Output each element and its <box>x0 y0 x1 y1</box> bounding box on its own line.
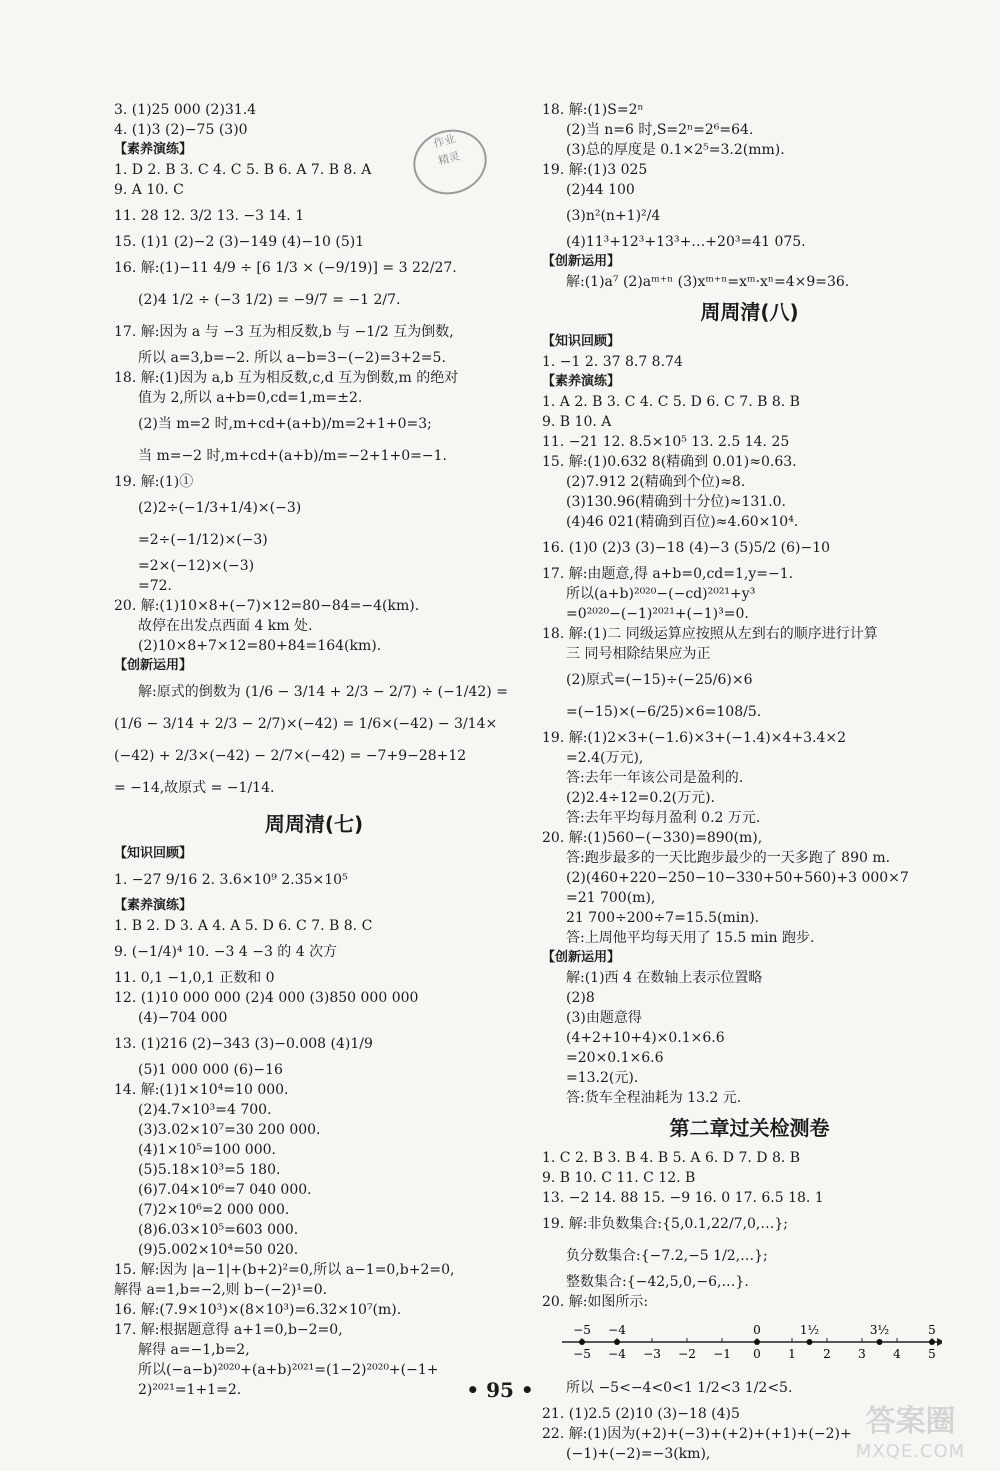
answer-line: 19. 解:(1)3 025 <box>542 162 648 178</box>
number-line-figure <box>542 1312 957 1372</box>
answer-line: 1. A 2. B 3. C 4. C 5. D 6. C 7. B 8. B <box>542 394 800 410</box>
answer-line: 9. (−1/4)⁴ 10. −3 4 −3 的 4 次方 <box>114 944 338 960</box>
number-line-tick-label: −1 <box>713 1347 731 1361</box>
answer-line: 17. 解:由题意,得 a+b=0,cd=1,y=−1. <box>542 566 794 582</box>
answer-line: 整数集合:{−42,5,0,−6,…}. <box>566 1274 749 1290</box>
number-line-tick-label: 1 <box>788 1347 796 1361</box>
section-label: 【素养演练】 <box>542 374 621 389</box>
answer-line: 三 同号相除结果应为正 <box>566 646 711 662</box>
arrow-icon <box>937 1338 942 1346</box>
answer-line: 19. 解:非负数集合:{5,0.1,22/7,0,…}; <box>542 1216 788 1232</box>
number-line-tick-label: −4 <box>608 1347 626 1361</box>
answer-line: 13. (1)216 (2)−343 (3)−0.008 (4)1/9 <box>114 1036 373 1052</box>
answer-line: 9. A 10. C <box>114 182 184 198</box>
answer-line: (7)2×10⁶=2 000 000. <box>138 1202 290 1218</box>
answer-line: 13. −2 14. 88 15. −9 16. 0 17. 6.5 18. 1 <box>542 1190 824 1206</box>
watermark-main: 答案圈 <box>865 1404 956 1439</box>
answer-line: (2)44 100 <box>566 182 635 198</box>
answer-line: 1. D 2. B 3. C 4. C 5. B 6. A 7. B 8. A <box>114 162 372 178</box>
answer-line: (−42) + 2/3×(−42) − 2/7×(−42) = −7+9−28+12 <box>114 748 467 764</box>
answer-line: 9. B 10. A <box>542 414 612 430</box>
answer-line: 18. 解:(1)因为 a,b 互为相反数,c,d 互为倒数,m 的绝对 <box>114 370 459 386</box>
answer-line: 1. −27 9/16 2. 3.6×10⁹ 2.35×10⁵ <box>114 872 348 888</box>
stamp-text-2: 精灵 <box>436 149 462 168</box>
number-line-point <box>754 1339 760 1345</box>
answer-line: 3. (1)25 000 (2)31.4 <box>114 102 257 118</box>
answer-line: (3)3.02×10⁷=30 200 000. <box>138 1122 321 1138</box>
answer-line: (2)4.7×10³=4 700. <box>138 1102 272 1118</box>
answer-line: 18. 解:(1)二 同级运算应按照从左到右的顺序进行计算 <box>542 626 878 642</box>
answer-line: (2)当 m=2 时,m+cd+(a+b)/m=2+1+0=3; <box>138 416 432 432</box>
page-number: • 95 • <box>466 1378 534 1402</box>
section-heading: 第二章过关检测卷 <box>669 1116 830 1140</box>
answer-line: 1. −1 2. 37 8.7 8.74 <box>542 354 683 370</box>
answer-line: (9)5.002×10⁴=50 020. <box>138 1242 299 1258</box>
answer-line: 15. (1)1 (2)−2 (3)−149 (4)−10 (5)1 <box>114 234 365 250</box>
number-line-point-label: −4 <box>608 1323 626 1337</box>
number-line-point <box>929 1339 935 1345</box>
answer-line: 21 700÷200÷7=15.5(min). <box>566 910 760 926</box>
section-label: 【创新运用】 <box>542 950 621 965</box>
answer-line: 17. 解:根据题意得 a+1=0,b−2=0, <box>114 1322 343 1338</box>
number-line-tick-label: −2 <box>678 1347 696 1361</box>
answer-line: (4)46 021(精确到百位)≈4.60×10⁴. <box>566 514 799 530</box>
answer-line: 20. 解:(1)560−(−330)=890(m), <box>542 830 763 846</box>
number-line-point <box>614 1339 620 1345</box>
answer-line: 12. (1)10 000 000 (2)4 000 (3)850 000 000 <box>114 990 419 1006</box>
answer-line: 负分数集合:{−7.2,−5 1/2,…}; <box>566 1248 768 1264</box>
answer-line: 20. 解:如图所示: <box>542 1294 649 1310</box>
answer-line: 18. 解:(1)S=2ⁿ <box>542 102 644 118</box>
answer-line: (2)2.4÷12=0.2(万元). <box>566 790 716 806</box>
answer-line: 16. 解:(7.9×10³)×(8×10³)=6.32×10⁷(m). <box>114 1302 402 1318</box>
answer-line: 解:(1)a⁷ (2)aᵐ⁺ⁿ (3)xᵐ⁺ⁿ=xᵐ·xⁿ=4×9=36. <box>566 274 850 290</box>
answer-line: 答:上周他平均每天用了 15.5 min 跑步. <box>566 930 815 946</box>
number-line-point-label: −5 <box>573 1323 591 1337</box>
answer-line: 16. 解:(1)−11 4/9 ÷ [6 1/3 × (−9/19)] = 3 22/27. <box>114 260 457 276</box>
answer-line: 15. 解:因为 |a−1|+(b+2)²=0,所以 a−1=0,b+2=0, <box>114 1262 455 1278</box>
number-line-point-label: 5 <box>928 1323 936 1337</box>
section-label: 【创新运用】 <box>542 254 621 269</box>
answer-line: (4)−704 000 <box>138 1010 228 1026</box>
answer-line: 21. (1)2.5 (2)10 (3)−18 (4)5 <box>542 1406 740 1422</box>
number-line-point <box>807 1339 813 1345</box>
answer-line: (3)由题意得 <box>566 1010 642 1026</box>
answer-line: =2÷(−1/12)×(−3) <box>138 532 268 548</box>
answer-line: (3)n²(n+1)²/4 <box>566 208 661 224</box>
right-column <box>542 100 957 1464</box>
answer-line: 所以 −5<−4<0<1 1/2<3 1/2<5. <box>566 1380 793 1396</box>
answer-line: 19. 解:(1)① <box>114 474 194 490</box>
answer-line: = −14,故原式 = −1/14. <box>114 780 275 796</box>
answer-line: 17. 解:因为 a 与 −3 互为相反数,b 与 −1/2 互为倒数, <box>114 324 454 340</box>
number-line-point <box>579 1339 585 1345</box>
section-label: 【素养演练】 <box>114 142 193 157</box>
number-line-point-label: 1½ <box>799 1323 820 1337</box>
answer-line: =72. <box>138 578 172 594</box>
answer-line: 值为 2,所以 a+b=0,cd=1,m=±2. <box>138 390 363 406</box>
answer-line: (3)130.96(精确到十分位)≈131.0. <box>566 494 787 510</box>
number-line-point <box>877 1339 883 1345</box>
answer-line: 9. B 10. C 11. C 12. B <box>542 1170 696 1186</box>
number-line-svg <box>542 1312 942 1372</box>
answer-line: (4)11³+12³+13³+…+20³=41 075. <box>566 234 806 250</box>
answer-line: 当 m=−2 时,m+cd+(a+b)/m=−2+1+0=−1. <box>138 448 447 464</box>
answer-line: =13.2(元). <box>566 1070 639 1086</box>
answer-line: (−1)+(−2)=−3(km), <box>566 1446 711 1462</box>
number-line-tick-label: 5 <box>928 1347 936 1361</box>
answer-line: 解:(1)西 4 在数轴上表示位置略 <box>566 970 763 986</box>
answer-line: 解得 a=1,b=−2,则 b−(−2)¹=0. <box>114 1282 328 1298</box>
left-column <box>114 100 514 1400</box>
answer-line: 答:货车全程油耗为 13.2 元. <box>566 1090 742 1106</box>
answer-line: =20×0.1×6.6 <box>566 1050 664 1066</box>
answer-line: =2.4(万元), <box>566 750 644 766</box>
answer-line: =(−15)×(−6/25)×6=108/5. <box>566 704 762 720</box>
answer-line: 11. −21 12. 8.5×10⁵ 13. 2.5 14. 25 <box>542 434 790 450</box>
answer-line: 2)²⁰²¹=1+1=2. <box>138 1382 242 1398</box>
answer-line: (6)7.04×10⁶=7 040 000. <box>138 1182 312 1198</box>
answer-line: 解得 a=−1,b=2, <box>138 1342 250 1358</box>
answer-line: 22. 解:(1)因为(+2)+(−3)+(+2)+(+1)+(−2)+ <box>542 1426 852 1442</box>
number-line-point-label: 3½ <box>869 1323 890 1337</box>
answer-line: 14. 解:(1)1×10⁴=10 000. <box>114 1082 289 1098</box>
number-line-tick-label: 4 <box>893 1347 901 1361</box>
answer-line: 19. 解:(1)2×3+(−1.6)×3+(−1.4)×4+3.4×2 <box>542 730 847 746</box>
number-line-tick-label: −5 <box>573 1347 591 1361</box>
answer-line: 15. 解:(1)0.632 8(精确到 0.01)≈0.63. <box>542 454 797 470</box>
answer-line: (2)4 1/2 ÷ (−3 1/2) = −9/7 = −1 2/7. <box>138 292 401 308</box>
section-label: 【创新运用】 <box>114 658 193 673</box>
number-line-tick-label: 0 <box>753 1347 761 1361</box>
answer-line: (2)2÷(−1/3+1/4)×(−3) <box>138 500 302 516</box>
answer-line: (3)总的厚度是 0.1×2⁵=3.2(mm). <box>566 142 785 158</box>
section-label: 【素养演练】 <box>114 898 193 913</box>
number-line-tick-label: 3 <box>858 1347 866 1361</box>
answer-line: (2)7.912 2(精确到个位)≈8. <box>566 474 746 490</box>
number-line-point-label: 0 <box>753 1323 761 1337</box>
answer-line: 故停在出发点西面 4 km 处. <box>138 618 313 634</box>
answer-line: (5)1 000 000 (6)−16 <box>138 1062 283 1078</box>
number-line-tick-label: 2 <box>823 1347 831 1361</box>
watermark-logo <box>828 1405 993 1465</box>
answer-line: 11. 28 12. 3/2 13. −3 14. 1 <box>114 208 305 224</box>
number-line-tick-label: −3 <box>643 1347 661 1361</box>
answer-line: (5)5.18×10³=5 180. <box>138 1162 281 1178</box>
answer-line: 11. 0,1 −1,0,1 正数和 0 <box>114 970 275 986</box>
answer-line: 1. B 2. D 3. A 4. A 5. D 6. C 7. B 8. C <box>114 918 373 934</box>
answer-line: 所以(a+b)²⁰²⁰−(−cd)²⁰²¹+y³ <box>566 586 756 602</box>
watermark-sub: MXQE.COM <box>855 1441 966 1462</box>
section-heading: 周周清(七) <box>264 812 364 836</box>
answer-line: 16. (1)0 (2)3 (3)−18 (4)−3 (5)5/2 (6)−10 <box>542 540 831 556</box>
section-label: 【知识回顾】 <box>114 846 193 861</box>
answer-line: 解:原式的倒数为 (1/6 − 3/14 + 2/3 − 2/7) ÷ (−1/42) = <box>138 684 508 700</box>
answer-line: (2)当 n=6 时,S=2ⁿ=2⁶=64. <box>566 122 754 138</box>
answer-line: =2×(−12)×(−3) <box>138 558 255 574</box>
answer-line: 答:去年平均每月盈利 0.2 万元. <box>566 810 761 826</box>
answer-line: 20. 解:(1)10×8+(−7)×12=80−84=−4(km). <box>114 598 420 614</box>
stamp-text-1: 作业 <box>432 132 457 151</box>
answer-line: (2)8 <box>566 990 595 1006</box>
answer-line: 所以 a=3,b=−2. 所以 a−b=3−(−2)=3+2=5. <box>138 350 446 366</box>
answer-line: (4+2+10+4)×0.1×6.6 <box>566 1030 725 1046</box>
answer-line: 答:去年一年该公司是盈利的. <box>566 770 744 786</box>
section-heading: 周周清(八) <box>700 300 799 324</box>
answer-line: (2)(460+220−250−10−330+50+560)+3 000×7 <box>566 870 909 886</box>
answer-line: (1/6 − 3/14 + 2/3 − 2/7)×(−42) = 1/6×(−42) − 3/14× <box>114 716 498 732</box>
answer-line: (8)6.03×10⁵=603 000. <box>138 1222 299 1238</box>
answer-line: =21 700(m), <box>566 890 656 906</box>
answer-line: 所以(−a−b)²⁰²⁰+(a+b)²⁰²¹=(1−2)²⁰²⁰+(−1+ <box>138 1362 439 1378</box>
answer-line: 答:跑步最多的一天比跑步最少的一天多跑了 890 m. <box>566 850 891 866</box>
answer-line: (2)10×8+7×12=80+84=164(km). <box>138 638 382 654</box>
section-label: 【知识回顾】 <box>542 334 621 349</box>
answer-line: (4)1×10⁵=100 000. <box>138 1142 276 1158</box>
answer-line: (2)原式=(−15)÷(−25/6)×6 <box>566 672 753 688</box>
answer-line: =0²⁰²⁰−(−1)²⁰²¹+(−1)³=0. <box>566 606 749 622</box>
answer-line: 4. (1)3 (2)−75 (3)0 <box>114 122 248 138</box>
answer-line: 1. C 2. B 3. B 4. B 5. A 6. D 7. D 8. B <box>542 1150 801 1166</box>
